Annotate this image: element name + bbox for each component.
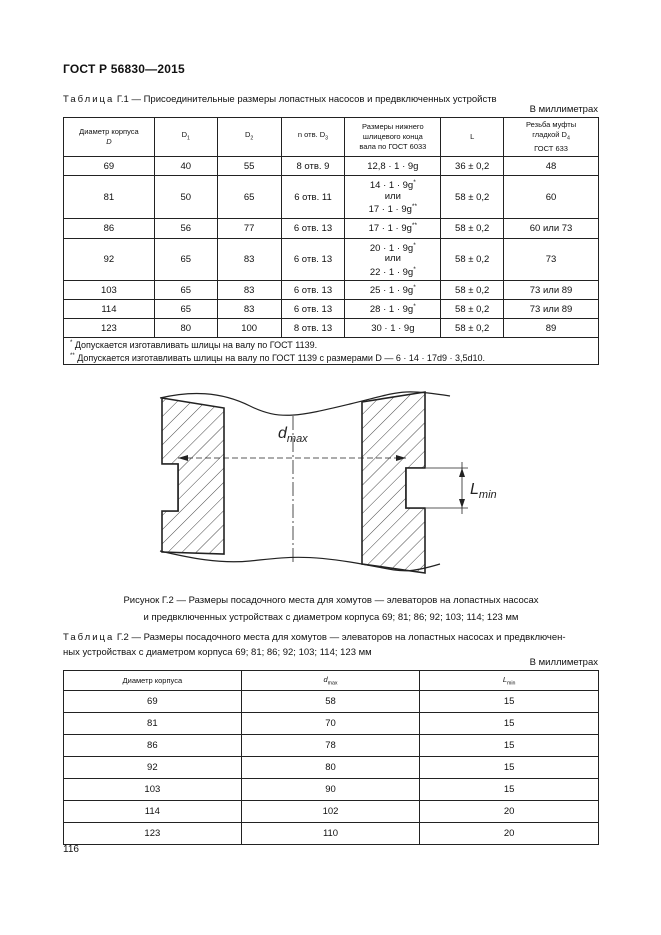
table-row — [64, 157, 599, 176]
cell-l: 58 ± 0,2 — [441, 176, 504, 219]
cell-d1: 65 — [154, 281, 217, 300]
cell-d1: 56 — [154, 219, 217, 239]
table1-header-l: L — [441, 118, 504, 157]
table-cell: 123 — [64, 823, 242, 845]
cell-holes: 8 отв. 9 — [281, 157, 345, 176]
cell-l: 58 ± 0,2 — [441, 319, 504, 338]
table-cell: 103 — [64, 779, 242, 801]
cell-spline: 12,8 · 1 · 9g — [345, 157, 441, 176]
figure-caption-line1: Рисунок Г.2 — Размеры посадочного места для хомутов — элеваторов на лопастных насосах — [123, 595, 539, 606]
table-cell: 92 — [64, 757, 242, 779]
cell-thread: 89 — [504, 319, 599, 338]
cell-diameter: 114 — [64, 300, 155, 319]
cell-d1: 50 — [154, 176, 217, 219]
cell-diameter: 123 — [64, 319, 155, 338]
cell-diameter: 69 — [64, 157, 155, 176]
cell-l: 36 ± 0,2 — [441, 157, 504, 176]
cell-holes: 6 отв. 13 — [281, 219, 345, 239]
table1-header-d1: $D_1$ — [154, 118, 217, 157]
cell-thread: 48 — [504, 157, 599, 176]
document-title: ГОСТ Р 56830—2015 — [63, 62, 185, 76]
cell-d2: 77 — [217, 219, 281, 239]
cell-holes: 6 отв. 13 — [281, 281, 345, 300]
cell-d2: 65 — [217, 176, 281, 219]
table-row — [64, 281, 599, 300]
cell-d1: 65 — [154, 239, 217, 281]
table-cell: 69 — [64, 691, 242, 713]
cell-thread: 73 или 89 — [504, 281, 599, 300]
table-cell: 20 — [420, 823, 599, 845]
table-row — [64, 319, 599, 338]
table-cell: 15 — [420, 691, 599, 713]
table-row — [64, 713, 599, 735]
table2-header-dmax: $d_{max}$ — [241, 671, 420, 691]
table1-header-diameter: Диаметр корпуса D — [64, 118, 155, 157]
table2-caption — [63, 630, 603, 660]
table-row — [64, 757, 599, 779]
cell-l: 58 ± 0,2 — [441, 239, 504, 281]
cell-d1: 65 — [154, 300, 217, 319]
table-cell: 70 — [241, 713, 420, 735]
cell-thread: 73 — [504, 239, 599, 281]
cell-holes: 6 отв. 13 — [281, 300, 345, 319]
table-row — [64, 735, 599, 757]
cell-spline: 14 · 1 · 9g* или 17 · 1 · 9g** — [345, 176, 441, 219]
table2-caption-line2: ных устройствах с диаметром корпуса 69; 81; 86; 92; 103; 114; 123 мм — [63, 647, 372, 658]
cell-holes: 8 отв. 13 — [281, 319, 345, 338]
cell-l: 58 ± 0,2 — [441, 281, 504, 300]
table-cell: 86 — [64, 735, 242, 757]
table-cell: 20 — [420, 801, 599, 823]
table-cell: 15 — [420, 757, 599, 779]
cell-spline: 28 · 1 · 9g* — [345, 300, 441, 319]
cell-spline: 17 · 1 · 9g** — [345, 219, 441, 239]
table-cell: 114 — [64, 801, 242, 823]
table1-caption-text: Г.1 — Присоединительные размеры лопастных насосов и предвключенных устройств — [116, 94, 497, 105]
table-row — [64, 801, 599, 823]
cell-holes: 6 отв. 13 — [281, 239, 345, 281]
cell-l: 58 ± 0,2 — [441, 219, 504, 239]
table2-units: В миллиметрах — [529, 657, 598, 668]
cell-diameter: 103 — [64, 281, 155, 300]
figure-drawing — [150, 386, 510, 586]
table2-caption-text: Г.2 — Размеры посадочного места для хомутов — элеваторов на лопастных насосах и предвключен- — [116, 632, 566, 643]
table1-header-thread: Резьба муфты гладкой $D_4$ ГОСТ 633 — [504, 118, 599, 157]
cell-d1: 80 — [154, 319, 217, 338]
table1-header-row — [64, 118, 599, 157]
cell-l: 58 ± 0,2 — [441, 300, 504, 319]
cell-d1: 40 — [154, 157, 217, 176]
table-row — [64, 779, 599, 801]
dmax-label: $d_{max}$ — [278, 425, 308, 445]
table1-caption — [63, 92, 497, 107]
table-row — [64, 219, 599, 239]
figure-caption-line2: и предвключенных устройствах с диаметром корпуса 69; 81; 86; 92; 103; 114; 123 мм — [143, 612, 519, 623]
table-cell: 102 — [241, 801, 420, 823]
cell-d2: 55 — [217, 157, 281, 176]
cell-d2: 83 — [217, 300, 281, 319]
table-cell: 15 — [420, 713, 599, 735]
table2-caption-label: Таблица — [63, 632, 115, 643]
cell-diameter: 86 — [64, 219, 155, 239]
table1-notes-row — [64, 338, 599, 365]
table-row — [64, 176, 599, 219]
cell-d2: 83 — [217, 239, 281, 281]
cell-spline: 20 · 1 · 9g* или 22 · 1 · 9g* — [345, 239, 441, 281]
table-row — [64, 823, 599, 845]
cell-holes: 6 отв. 11 — [281, 176, 345, 219]
table-cell: 78 — [241, 735, 420, 757]
table1-header-d2: $D_2$ — [217, 118, 281, 157]
table1-header-holes: n отв. $D_3$ — [281, 118, 345, 157]
table-cell: 81 — [64, 713, 242, 735]
cell-d2: 83 — [217, 281, 281, 300]
cell-diameter: 81 — [64, 176, 155, 219]
cell-d2: 100 — [217, 319, 281, 338]
table2-header-diameter: Диаметр корпуса — [64, 671, 242, 691]
table-cell: 58 — [241, 691, 420, 713]
table1-units: В миллиметрах — [529, 104, 598, 115]
figure-caption — [63, 592, 599, 626]
table-row — [64, 239, 599, 281]
cell-spline: 30 · 1 · 9g — [345, 319, 441, 338]
table-cell: 15 — [420, 779, 599, 801]
cell-spline: 25 · 1 · 9g* — [345, 281, 441, 300]
table2-header-lmin: $L_{min}$ — [420, 671, 599, 691]
page-number: 116 — [63, 844, 79, 855]
table-cell: 80 — [241, 757, 420, 779]
table2-header-row — [64, 671, 599, 691]
cell-diameter: 92 — [64, 239, 155, 281]
cell-thread: 60 — [504, 176, 599, 219]
cell-thread: 60 или 73 — [504, 219, 599, 239]
table-cell: 90 — [241, 779, 420, 801]
table-cell: 110 — [241, 823, 420, 845]
cell-thread: 73 или 89 — [504, 300, 599, 319]
table1-caption-label: Таблица — [63, 94, 115, 105]
table-row — [64, 300, 599, 319]
table-cell: 15 — [420, 735, 599, 757]
table1-header-spline: Размеры нижнего шлицевого конца вала по ГОСТ 6033 — [345, 118, 441, 157]
table-row — [64, 691, 599, 713]
table1 — [63, 117, 599, 365]
lmin-label: $L_{min}$ — [470, 481, 497, 501]
table1-notes: * Допускается изготавливать шлицы на валу по ГОСТ 1139. ** Допускается изготавливать шлицы на валу по ГОСТ 1139 с размерами D — 6 · 14 · 17d9 · 3,5d10. — [64, 338, 599, 365]
table2 — [63, 670, 599, 845]
